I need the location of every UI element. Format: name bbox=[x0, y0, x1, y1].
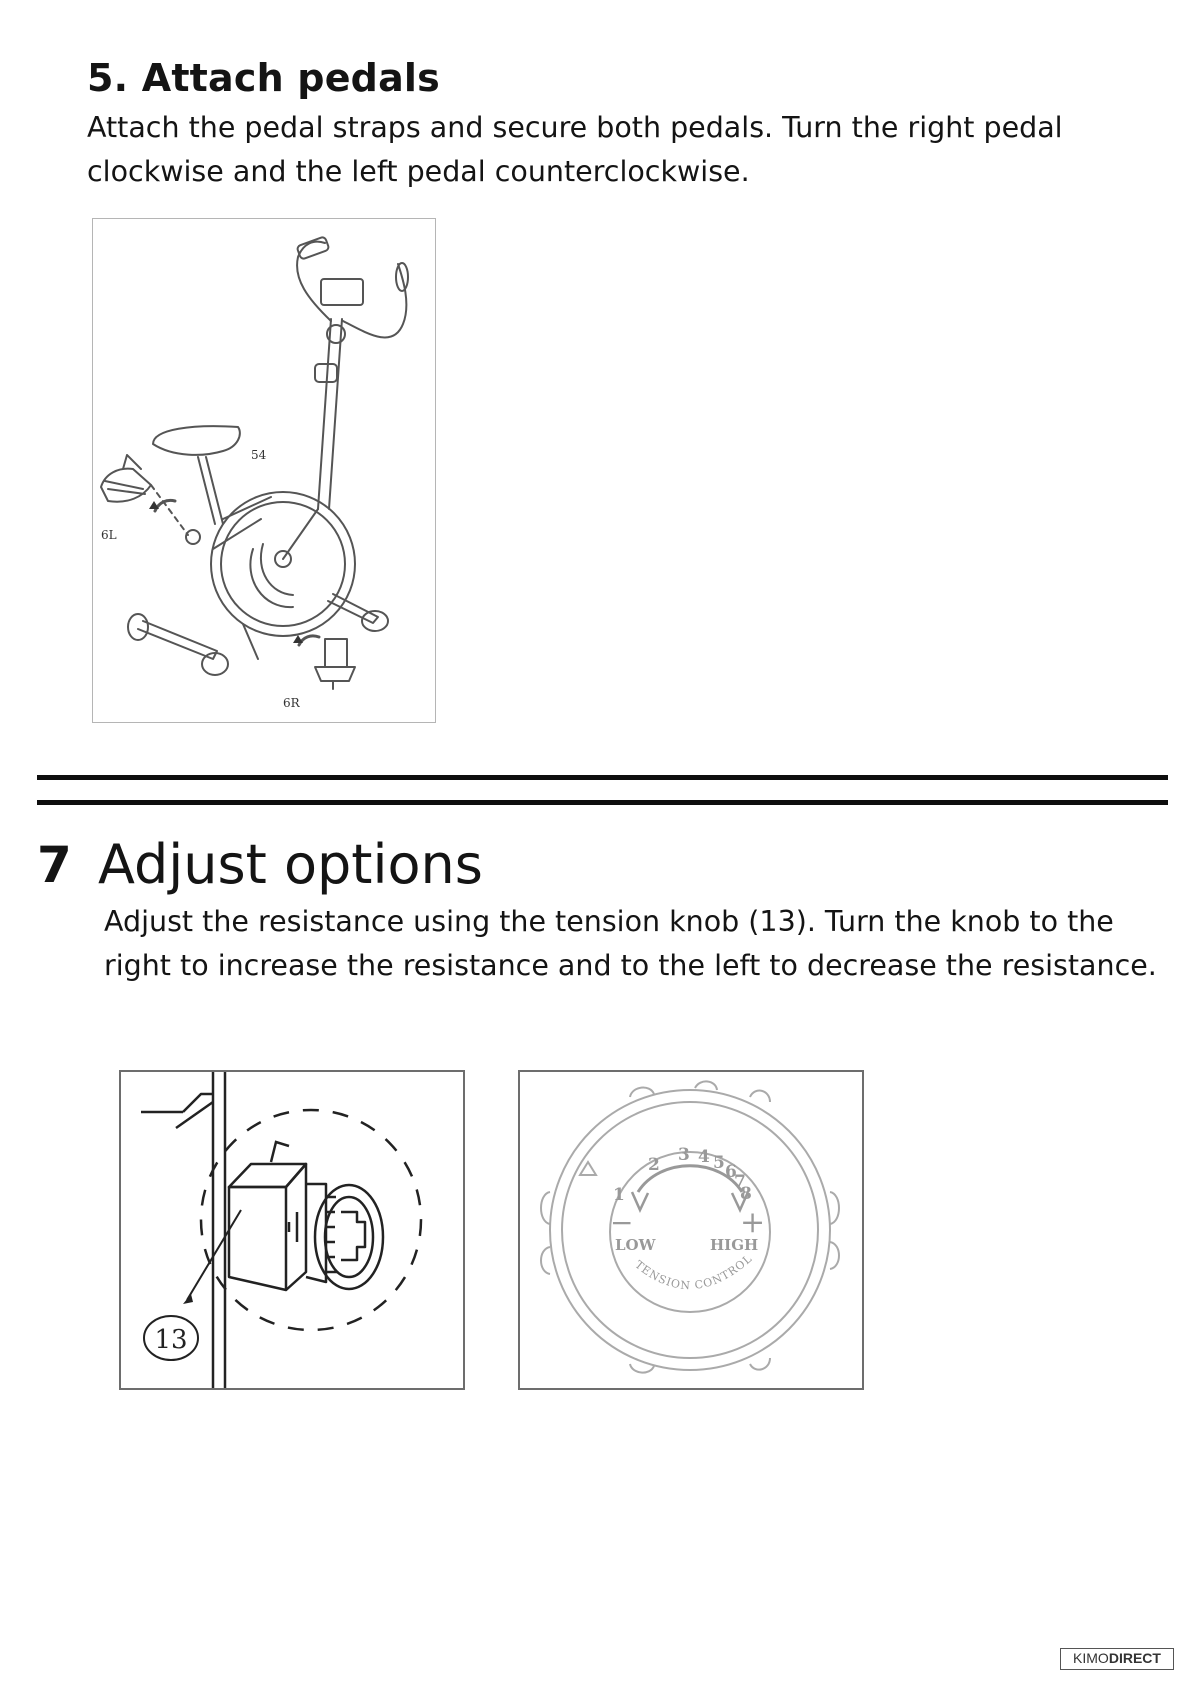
section-divider-bottom bbox=[37, 800, 1168, 805]
dial-number-4: 4 bbox=[698, 1147, 710, 1167]
right-pedal-label: 6R bbox=[283, 696, 300, 710]
bike-pedal-diagram bbox=[92, 218, 436, 723]
dial-number-7: 7 bbox=[734, 1172, 746, 1192]
tension-knob-diagram bbox=[119, 1070, 465, 1390]
tension-dial-diagram bbox=[518, 1070, 864, 1390]
step5-instructions: Attach the pedal straps and secure both pedals. Turn the right pedal clockwise and the left pedal counterclockwise. bbox=[87, 111, 1063, 188]
dial-number-3: 3 bbox=[678, 1145, 690, 1165]
step5-heading: 5. Attach pedals bbox=[87, 56, 440, 100]
dial-number-2: 2 bbox=[648, 1155, 660, 1175]
brand-logo bbox=[1060, 1648, 1174, 1670]
knob-callout-13: 13 bbox=[154, 1325, 188, 1355]
bike-illustration bbox=[93, 219, 434, 721]
dial-number-8: 8 bbox=[740, 1184, 752, 1204]
step7-heading: Adjust options bbox=[98, 833, 483, 896]
dial-low-label: LOW bbox=[615, 1236, 656, 1254]
dial-high-label: HIGH bbox=[710, 1236, 759, 1254]
step7-number: 7 bbox=[37, 836, 72, 894]
section-divider-top bbox=[37, 775, 1168, 780]
svg-text:TENSION CONTROL bbox=[632, 1252, 755, 1292]
tension-dial-illustration bbox=[520, 1072, 862, 1388]
brand-logo-bold: DIRECT bbox=[1108, 1650, 1161, 1666]
dial-minus: − bbox=[610, 1206, 634, 1239]
tension-knob-illustration bbox=[121, 1072, 463, 1388]
dial-number-6: 6 bbox=[725, 1162, 737, 1182]
step7-instructions: Adjust the resistance using the tension knob (13). Turn the knob to the right to increase the resistance and to the left to decrease the resistance. bbox=[104, 905, 1157, 982]
brand-logo-light: KIMO bbox=[1073, 1650, 1109, 1666]
part-54-label: 54 bbox=[251, 448, 267, 462]
dial-plus: + bbox=[740, 1205, 766, 1240]
left-pedal-label: 6L bbox=[101, 528, 117, 542]
dial-number-1: 1 bbox=[613, 1185, 625, 1205]
dial-number-5: 5 bbox=[713, 1153, 725, 1173]
dial-tension-control-label: TENSION CONTROL bbox=[632, 1251, 755, 1293]
